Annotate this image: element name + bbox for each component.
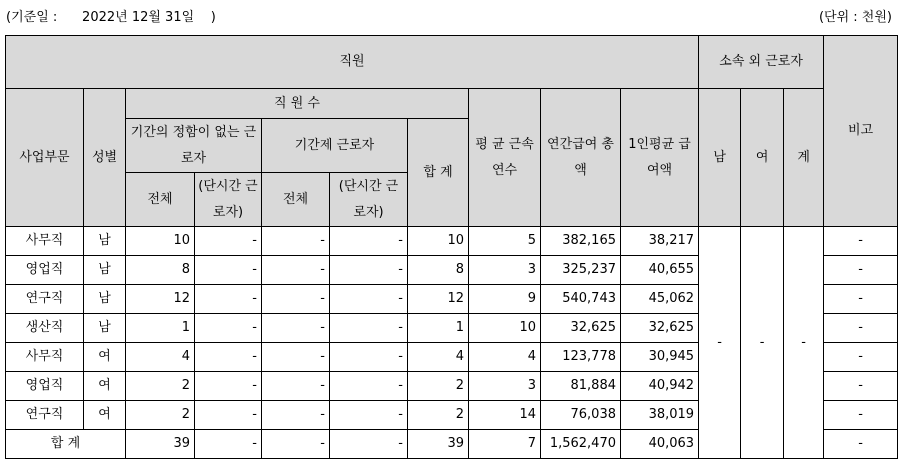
tenure-cell: 4 xyxy=(469,343,541,372)
sum-cell: 39 xyxy=(408,430,469,459)
total-label: 합 계 xyxy=(6,430,126,459)
sum-cell: 2 xyxy=(408,401,469,430)
outsourced-female-cell: - xyxy=(741,227,784,459)
sum-cell: 2 xyxy=(408,372,469,401)
tenure-cell: 10 xyxy=(469,314,541,343)
remarks-cell: - xyxy=(824,285,898,314)
avg-pay-cell: 38,217 xyxy=(621,227,699,256)
sum-cell: 10 xyxy=(408,227,469,256)
header-avg-tenure: 평 균 근속연수 xyxy=(469,89,541,227)
header-employees: 직원 xyxy=(6,36,699,89)
remarks-cell: - xyxy=(824,401,898,430)
annual-pay-cell: 1,562,470 xyxy=(541,430,621,459)
permanent-total-cell: 10 xyxy=(126,227,195,256)
contract-total-cell: - xyxy=(262,285,330,314)
header-contract-short: (단시간 근로자) xyxy=(330,173,408,227)
permanent-short-cell: - xyxy=(195,314,262,343)
header-outsourced: 소속 외 근로자 xyxy=(699,36,824,89)
header-female: 여 xyxy=(741,89,784,227)
permanent-total-cell: 1 xyxy=(126,314,195,343)
avg-pay-cell: 40,942 xyxy=(621,372,699,401)
contract-total-cell: - xyxy=(262,256,330,285)
gender-cell: 남 xyxy=(84,227,126,256)
gender-cell: 남 xyxy=(84,256,126,285)
avg-pay-cell: 32,625 xyxy=(621,314,699,343)
annual-pay-cell: 32,625 xyxy=(541,314,621,343)
avg-pay-cell: 40,655 xyxy=(621,256,699,285)
avg-pay-cell: 40,063 xyxy=(621,430,699,459)
header-gender: 성별 xyxy=(84,89,126,227)
header-permanent-total: 전체 xyxy=(126,173,195,227)
header-division: 사업부문 xyxy=(6,89,84,227)
contract-short-cell: - xyxy=(330,343,408,372)
header-contract-total: 전체 xyxy=(262,173,330,227)
contract-short-cell: - xyxy=(330,401,408,430)
contract-short-cell: - xyxy=(330,285,408,314)
avg-pay-cell: 30,945 xyxy=(621,343,699,372)
division-cell: 연구직 xyxy=(6,401,84,430)
table-row xyxy=(6,227,898,256)
division-cell: 사무직 xyxy=(6,343,84,372)
tenure-cell: 3 xyxy=(469,372,541,401)
sum-cell: 1 xyxy=(408,314,469,343)
permanent-short-cell: - xyxy=(195,343,262,372)
unit-label: (단위 : 천원) xyxy=(818,10,892,25)
annual-pay-cell: 540,743 xyxy=(541,285,621,314)
avg-pay-cell: 45,062 xyxy=(621,285,699,314)
header-annual-pay: 연간급여 총 액 xyxy=(541,89,621,227)
avg-pay-cell: 38,019 xyxy=(621,401,699,430)
annual-pay-cell: 123,778 xyxy=(541,343,621,372)
tenure-cell: 7 xyxy=(469,430,541,459)
permanent-short-cell: - xyxy=(195,285,262,314)
permanent-short-cell: - xyxy=(195,227,262,256)
division-cell: 연구직 xyxy=(6,285,84,314)
outsourced-total-cell: - xyxy=(784,227,824,459)
remarks-cell: - xyxy=(824,372,898,401)
gender-cell: 여 xyxy=(84,343,126,372)
permanent-short-cell: - xyxy=(195,401,262,430)
base-date: (기준일 : 2022년 12월 31일 ) xyxy=(6,10,216,25)
outsourced-male-cell: - xyxy=(699,227,741,459)
annual-pay-cell: 382,165 xyxy=(541,227,621,256)
division-cell: 영업직 xyxy=(6,372,84,401)
contract-short-cell: - xyxy=(330,314,408,343)
permanent-total-cell: 2 xyxy=(126,401,195,430)
gender-cell: 여 xyxy=(84,372,126,401)
annual-pay-cell: 325,237 xyxy=(541,256,621,285)
header-avg-pay: 1인평균 급여액 xyxy=(621,89,699,227)
sum-cell: 8 xyxy=(408,256,469,285)
permanent-total-cell: 2 xyxy=(126,372,195,401)
header-headcount: 직 원 수 xyxy=(126,89,469,119)
permanent-short-cell: - xyxy=(195,372,262,401)
tenure-cell: 3 xyxy=(469,256,541,285)
contract-total-cell: - xyxy=(262,430,330,459)
annual-pay-cell: 81,884 xyxy=(541,372,621,401)
header-remarks: 비고 xyxy=(824,36,898,227)
table-caption xyxy=(0,0,900,30)
permanent-total-cell: 12 xyxy=(126,285,195,314)
contract-total-cell: - xyxy=(262,372,330,401)
sum-cell: 12 xyxy=(408,285,469,314)
contract-total-cell: - xyxy=(262,314,330,343)
permanent-total-cell: 39 xyxy=(126,430,195,459)
contract-short-cell: - xyxy=(330,430,408,459)
contract-total-cell: - xyxy=(262,343,330,372)
sum-cell: 4 xyxy=(408,343,469,372)
permanent-short-cell: - xyxy=(195,256,262,285)
employee-status-table xyxy=(5,35,898,459)
permanent-total-cell: 8 xyxy=(126,256,195,285)
remarks-cell: - xyxy=(824,256,898,285)
contract-total-cell: - xyxy=(262,227,330,256)
permanent-short-cell: - xyxy=(195,430,262,459)
gender-cell: 남 xyxy=(84,285,126,314)
remarks-cell: - xyxy=(824,227,898,256)
header-permanent-short: (단시간 근로자) xyxy=(195,173,262,227)
remarks-cell: - xyxy=(824,343,898,372)
tenure-cell: 14 xyxy=(469,401,541,430)
annual-pay-cell: 76,038 xyxy=(541,401,621,430)
header-male: 남 xyxy=(699,89,741,227)
contract-short-cell: - xyxy=(330,227,408,256)
contract-short-cell: - xyxy=(330,372,408,401)
header-sum: 합 계 xyxy=(408,119,469,227)
header-permanent: 기간의 정함이 없는 근로자 xyxy=(126,119,262,173)
permanent-total-cell: 4 xyxy=(126,343,195,372)
division-cell: 영업직 xyxy=(6,256,84,285)
remarks-cell: - xyxy=(824,430,898,459)
division-cell: 사무직 xyxy=(6,227,84,256)
remarks-cell: - xyxy=(824,314,898,343)
gender-cell: 남 xyxy=(84,314,126,343)
division-cell: 생산직 xyxy=(6,314,84,343)
header-contract: 기간제 근로자 xyxy=(262,119,408,173)
contract-total-cell: - xyxy=(262,401,330,430)
contract-short-cell: - xyxy=(330,256,408,285)
gender-cell: 여 xyxy=(84,401,126,430)
tenure-cell: 9 xyxy=(469,285,541,314)
header-total: 계 xyxy=(784,89,824,227)
tenure-cell: 5 xyxy=(469,227,541,256)
